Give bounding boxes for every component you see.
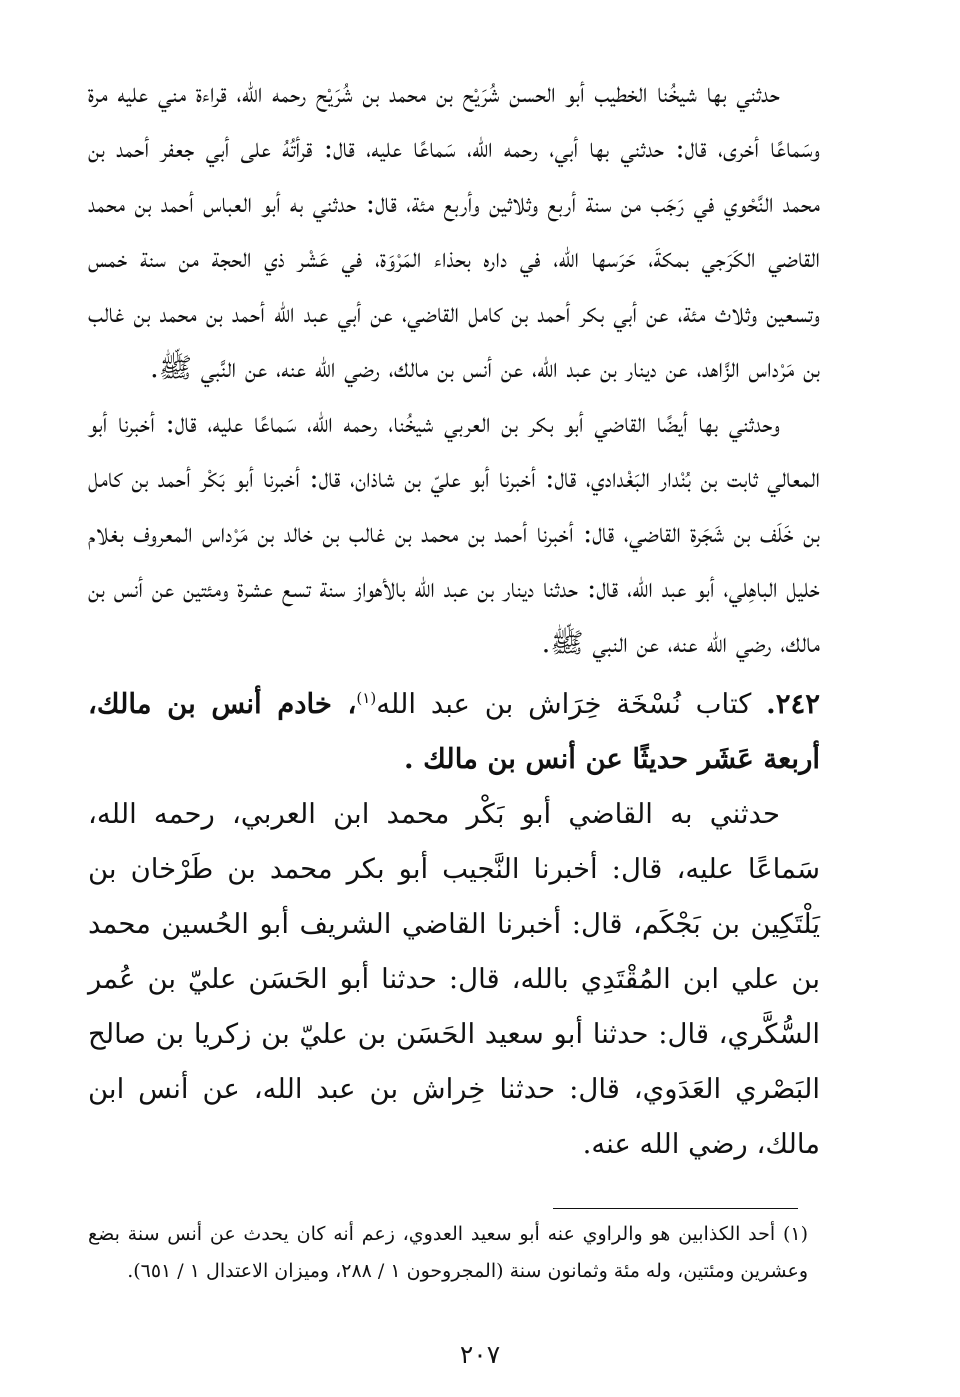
entry-title: كتاب نُسْخَة خِرَاش بن عبد الله xyxy=(376,688,752,721)
entry-rest: ، خادم أنس بن مالك، أربعة عَشَر حديثًا عن أنس بن مالك . xyxy=(88,688,820,776)
page-number: ٢٠٧ xyxy=(459,1340,501,1369)
footnote-ref: (١) xyxy=(356,689,377,707)
paragraph-isnad-1: حدثني بها شيخُنا الخطيب أبو الحسن شُرَيْح بن محمد بن شُرَيْح رحمه الله، قراءة مني عليه مرة وسَماعًا أخرى، قال: حدثني بها أبي، رحمه الله، سَماعًا عليه، قال: قرأتُهُ على أبي جعفر أحمد بن محمد النَّحْوي في رَجَب من سنة أربع وثلاثين وأربع مئة، قال: حدثني به أبو العباس أحمد بن محمد القاضي الكَرَجي بمكةَ، حَرَسها الله، في داره بحذاء المَرْوَة، في عَشْر ذي الحجة من سنة خمس وتسعين وثلاث مئة، عن أبي بكر أحمد بن كامل القاضي، عن أبي عبد الله أحمد بن محمد بن غالب بن مَرْداس الزَّاهد، عن دينار بن عبد الله، عن أنس بن مالك، رضي الله عنه، عن النَّبي ﷺ. xyxy=(88,77,820,384)
footnote-divider xyxy=(553,1208,798,1209)
footnote-1 xyxy=(88,1216,808,1290)
entry-number: ٢٤٢. xyxy=(766,688,820,721)
paragraph-isnad-2: وحدثني بها أيضًا القاضي أبو بكر بن العربي شيخُنا، رحمه الله، سَماعًا عليه، قال: أخبرنا أبو المعالي ثابت بن بُنْدار البَغْدادي، قال: أخبرنا أبو عليّ بن شاذان، قال: أخبرنا أبو بَكْر أحمد بن كامل بن خَلَف بن شَجَرة القاضي، قال: أخبرنا أحمد بن محمد بن غالب بن خالد بن مَرْداس المعروف بغلام خليل الباهِلي، أبو عبد الله، قال: حدثنا دينار بن عبد الله بالأهواز سنة تسع عشرة ومئتين عن أنس بن مالك، رضي الله عنه، عن النبي ﷺ. xyxy=(88,407,820,659)
footnotes xyxy=(88,1216,808,1290)
footnote-text: أحد الكذابين هو والراوي عنه أبو سعيد العدوي، زعم أنه كان يحدث عن أنس سنة بضع وعشرين ومئتين، وله مئة وثمانون سنة (المجروحون ١ / ٢٨٨، وميزان الاعتدال ١ / ٦٥١). xyxy=(88,1223,808,1282)
entry-242 xyxy=(88,671,820,787)
main-text xyxy=(88,66,820,1172)
paragraph-isnad-3: حدثني به القاضي أبو بَكْر محمد ابن العربي، رحمه الله، سَماعًا عليه، قال: أخبرنا النَّجيب أبو بكر محمد بن طَرْخان بن يَلْتَكِين بن بَجْكَم، قال: أخبرنا القاضي الشريف أبو الحُسين محمد بن علي ابن المُقْتَدِي بالله، قال: حدثنا أبو الحَسَن عليّ بن عُمر السُّكَّري، قال: حدثنا أبو سعيد الحَسَن بن عليّ بن زكريا بن صالح البَصْري العَدَوي، قال: حدثنا خِراش بن عبد الله، عن أنس ابن مالك، رضي الله عنه. xyxy=(88,798,820,1161)
footnote-marker: (١) xyxy=(782,1223,809,1245)
